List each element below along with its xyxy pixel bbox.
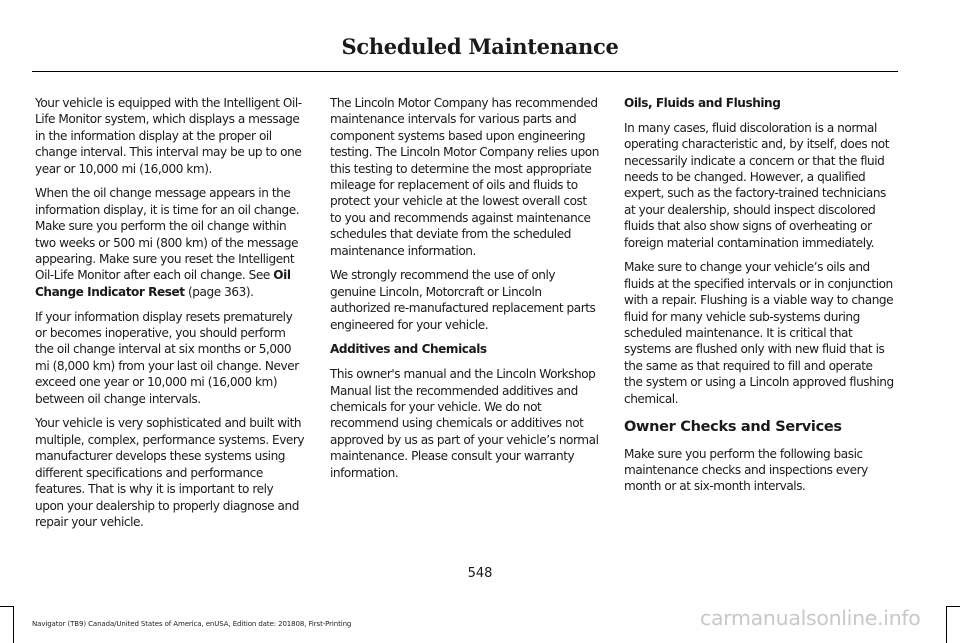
page-number: 548: [467, 566, 493, 581]
paragraph-basic-checks: Make sure you perform the following basic maintenance checks and inspections every month or at six-month intervals.: [624, 446, 868, 494]
heading-owner-checks: Owner Checks and Services: [624, 419, 842, 436]
page-reference: (page 363).: [184, 284, 254, 299]
paragraph-sophisticated-vehicle: Your vehicle is very sophisticated and built with multiple, complex, performance systems. Every manufacturer develops these systems using different specifications and performance features. That is why it is important to rely upon your dealership to properly diagnose and repair your vehicle.: [35, 416, 305, 529]
crop-mark-left-horizontal: [0, 606, 13, 607]
heading-oils-fluids-flushing: Oils, Fluids and Flushing: [624, 96, 781, 110]
paragraph-fluid-change: Make sure to change your vehicle’s oils and fluids at the specified intervals or in conjunction with a repair. Flushing is a viable way to change fluid for many vehicle sub-systems during scheduled maintenance. It is critical that systems are flushed only with new fluid that is the same as that required to fill and operate the system or using a Lincoln approved flushing chemical.: [624, 260, 894, 406]
paragraph-oil-change-message: [35, 185, 305, 300]
paragraph-genuine-parts: We strongly recommend the use of only genuine Lincoln, Motorcraft or Lincoln authorized re-manufactured replacement parts engineered for your vehicle.: [330, 268, 596, 332]
paragraph-premature-reset: If your information display resets prematurely or becomes inoperative, you should perform the oil change interval at six months or 5,000 mi (8,000 km) from your last oil change. Never exceed one year or 10,000 mi (16,000 km) between oil change intervals.: [35, 309, 299, 406]
heading-additives-chemicals: Additives and Chemicals: [330, 342, 487, 357]
column-3: [624, 95, 894, 503]
crop-mark-right-vertical: [946, 606, 947, 643]
column-1: [35, 95, 305, 539]
page-title: Scheduled Maintenance: [341, 34, 619, 59]
paragraph-text: When the oil change message appears in the information display, it is time for an oil change. Make sure you perform the oil change within two weeks or 500 mi (800 km) of the message appearing. Make sure you reset the Intelligent Oil-Life Monitor after each oil change. See: [35, 186, 300, 283]
oil-change-indicator-reset-link[interactable]: Oil Change Indicator Reset: [35, 268, 291, 299]
paragraph-fluid-discoloration: In many cases, fluid discoloration is a normal operating characteristic and, by itself, does not necessarily indicate a concern or that the fluid needs to be changed. However, a qualified expert, such as the factory-trained technicians at your dealership, should inspect discolored fluids that also show signs of overheating or foreign material contamination immediately.: [624, 120, 890, 250]
paragraph-additives: This owner's manual and the Lincoln Workshop Manual list the recommended additives and chemicals for your vehicle. We do not recommend using chemicals or additives not approved by us as part of your vehicle’s normal maintenance. Please consult your warranty information.: [330, 367, 599, 480]
crop-mark-left-vertical: [13, 606, 14, 643]
edition-footer: Navigator (TB9) Canada/United States of America, enUSA, Edition date: 201808, First-Printing: [32, 620, 352, 628]
watermark: carmanualsonline.info: [700, 606, 921, 630]
paragraph-recommended-intervals: The Lincoln Motor Company has recommended maintenance intervals for various parts and component systems based upon engineering testing. The Lincoln Motor Company relies upon this testing to determine the most appropriate mileage for replacement of oils and fluids to protect your vehicle at the lowest overall cost to you and recommends against maintenance schedules that deviate from the scheduled maintenance information.: [330, 96, 599, 258]
paragraph-oil-life-monitor: Your vehicle is equipped with the Intelligent Oil-Life Monitor system, which displays a message in the information display at the proper oil change interval. This interval may be up to one year or 10,000 mi (16,000 km).: [35, 96, 302, 176]
title-divider: [32, 71, 898, 72]
crop-mark-right-horizontal: [947, 606, 960, 607]
column-2: [330, 95, 600, 490]
